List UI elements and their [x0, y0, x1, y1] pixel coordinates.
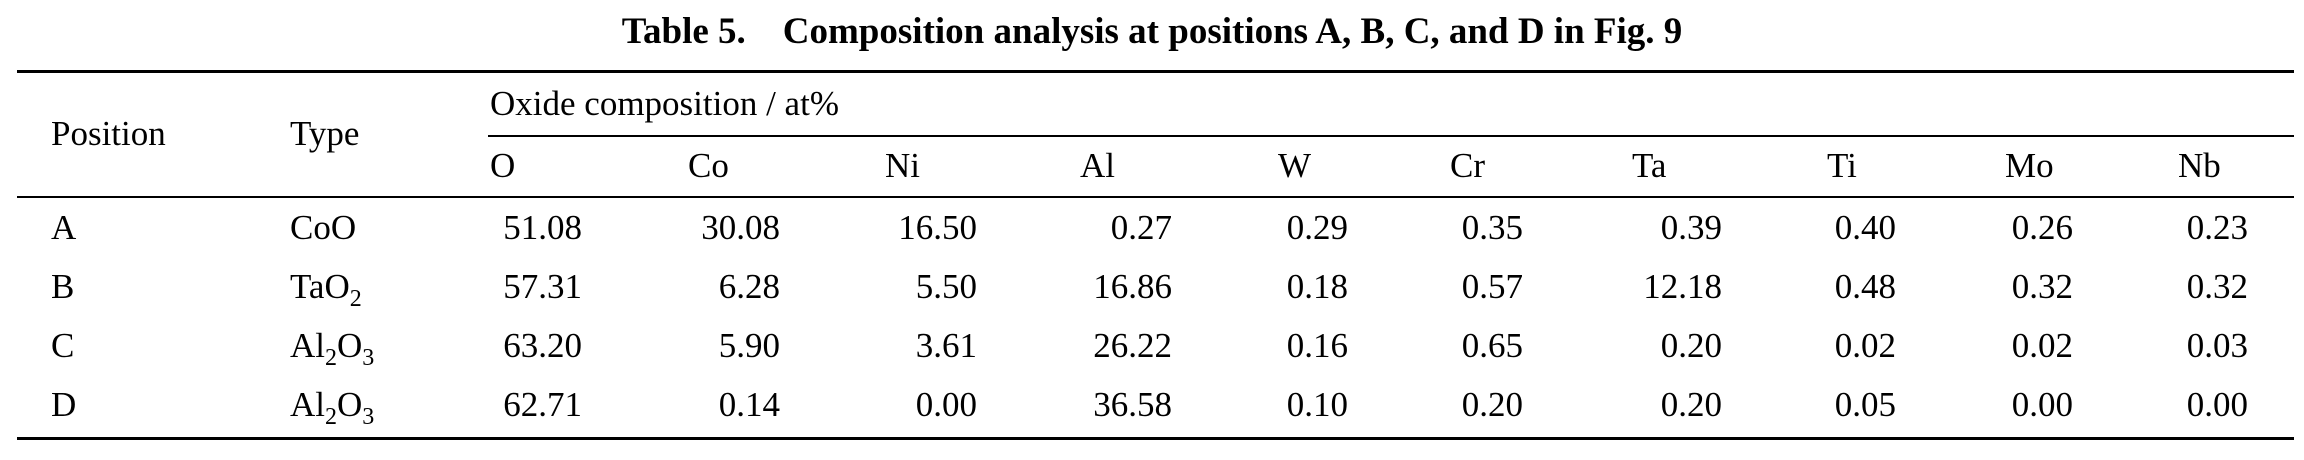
header-position: Position	[51, 114, 166, 153]
value-co: 5.90	[718, 326, 780, 365]
type-subscript: 3	[362, 404, 375, 430]
type-text: O	[337, 326, 363, 365]
value-w: 0.16	[1286, 326, 1348, 365]
top-rule	[17, 70, 2294, 73]
value-ti: 0.05	[1834, 385, 1896, 424]
value-w: 0.29	[1286, 208, 1348, 247]
value-o: 57.31	[503, 267, 582, 306]
value-nb: 0.32	[2186, 267, 2248, 306]
row-position: C	[51, 326, 75, 365]
bottom-rule	[17, 437, 2294, 440]
value-al: 26.22	[1093, 326, 1172, 365]
value-mo: 0.26	[2011, 208, 2073, 247]
value-nb: 0.00	[2186, 385, 2248, 424]
row-position: A	[51, 208, 77, 247]
table-caption	[0, 6, 2304, 58]
header-element-mo: Mo	[2005, 146, 2054, 185]
type-subscript: 2	[325, 404, 337, 430]
value-ti: 0.02	[1834, 326, 1896, 365]
value-al: 0.27	[1110, 208, 1172, 247]
value-w: 0.18	[1286, 267, 1348, 306]
type-text: Al	[290, 385, 325, 424]
value-w: 0.10	[1286, 385, 1348, 424]
header-rule	[17, 196, 2294, 198]
value-mo: 0.02	[2011, 326, 2073, 365]
header-element-o: O	[490, 146, 516, 185]
value-co: 0.14	[718, 385, 780, 424]
value-o: 63.20	[503, 326, 582, 365]
caption-title: Composition analysis at positions A, B, C, and D in Fig. 9	[782, 11, 1683, 52]
value-cr: 0.57	[1461, 267, 1523, 306]
type-text: TaO	[290, 267, 350, 306]
header-element-al: Al	[1080, 146, 1115, 185]
header-oxide-composition: Oxide composition / at%	[490, 84, 839, 123]
type-text: O	[337, 385, 363, 424]
value-al: 16.86	[1093, 267, 1172, 306]
type-text: CoO	[290, 208, 357, 247]
value-o: 62.71	[503, 385, 582, 424]
header-element-cr: Cr	[1450, 146, 1485, 185]
header-element-ni: Ni	[885, 146, 920, 185]
row-position: B	[51, 267, 75, 306]
value-ni: 0.00	[915, 385, 977, 424]
header-element-ti: Ti	[1827, 146, 1857, 185]
value-nb: 0.03	[2186, 326, 2248, 365]
value-cr: 0.20	[1461, 385, 1523, 424]
value-mo: 0.32	[2011, 267, 2073, 306]
row-type	[290, 267, 362, 312]
value-ni: 5.50	[915, 267, 977, 306]
header-element-co: Co	[688, 146, 729, 185]
value-ta: 0.39	[1660, 208, 1722, 247]
value-cr: 0.65	[1461, 326, 1523, 365]
group-header-rule	[488, 135, 2294, 137]
type-subscript: 3	[362, 345, 375, 371]
value-cr: 0.35	[1461, 208, 1523, 247]
row-type	[290, 385, 375, 430]
value-ni: 3.61	[915, 326, 977, 365]
caption-label: Table 5.	[621, 11, 746, 52]
value-ti: 0.40	[1834, 208, 1896, 247]
value-ta: 0.20	[1660, 385, 1722, 424]
value-co: 30.08	[701, 208, 780, 247]
row-position: D	[51, 385, 77, 424]
row-type	[290, 326, 375, 371]
row-type	[290, 208, 356, 248]
value-mo: 0.00	[2011, 385, 2073, 424]
header-element-nb: Nb	[2178, 146, 2221, 185]
value-ti: 0.48	[1834, 267, 1896, 306]
header-element-w: W	[1278, 146, 1312, 185]
header-type: Type	[290, 114, 360, 153]
value-al: 36.58	[1093, 385, 1172, 424]
type-subscript: 2	[325, 345, 337, 371]
value-nb: 0.23	[2186, 208, 2248, 247]
value-ta: 0.20	[1660, 326, 1722, 365]
header-element-ta: Ta	[1632, 146, 1667, 185]
type-text: Al	[290, 326, 325, 365]
value-ta: 12.18	[1643, 267, 1722, 306]
value-o: 51.08	[503, 208, 582, 247]
value-co: 6.28	[718, 267, 780, 306]
type-subscript: 2	[349, 286, 362, 312]
value-ni: 16.50	[898, 208, 977, 247]
